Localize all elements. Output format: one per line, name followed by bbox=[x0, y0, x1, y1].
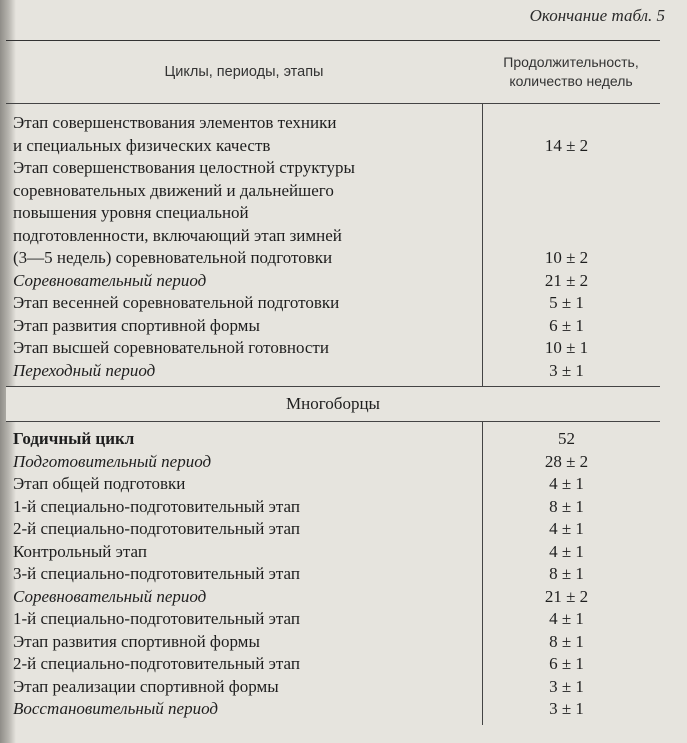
table-row bbox=[6, 631, 660, 654]
row-label-line: Восстановительный период bbox=[13, 699, 218, 718]
row-duration-value: 28 ± 2 bbox=[544, 451, 589, 471]
row-duration-value: 8 ± 1 bbox=[549, 564, 584, 583]
row-duration-value: 8 ± 1 bbox=[549, 631, 584, 651]
header-duration bbox=[482, 41, 660, 103]
row-label-line: Этап высшей соревновательной готовности bbox=[13, 338, 329, 357]
row-label bbox=[6, 360, 473, 383]
row-label-line: Этап реализации спортивной формы bbox=[13, 676, 279, 696]
header-duration-line2: количество недель bbox=[509, 73, 633, 89]
table-row bbox=[6, 428, 660, 451]
table-row bbox=[6, 270, 660, 293]
row-duration-value: 3 ± 1 bbox=[549, 699, 584, 718]
table-row bbox=[6, 653, 660, 676]
table-row bbox=[6, 292, 660, 315]
row-label-line: 3-й специально-подготовительный этап bbox=[13, 564, 300, 583]
row-duration-value: 4 ± 1 bbox=[549, 474, 584, 493]
row-label-line: Соревновательный период bbox=[13, 270, 207, 290]
row-label-line: Этап общей подготовки bbox=[13, 474, 186, 493]
row-duration-value: 10 ± 2 bbox=[544, 248, 589, 267]
row-label-line: 2-й специально-подготовительный этап bbox=[13, 654, 300, 673]
row-label-line: Переходный период bbox=[13, 360, 156, 380]
row-duration-value: 4 ± 1 bbox=[549, 519, 584, 538]
row-label bbox=[6, 496, 473, 519]
row-label-line: Годичный цикл bbox=[13, 429, 135, 448]
training-periods-table bbox=[6, 40, 660, 725]
row-label bbox=[6, 428, 473, 451]
row-label bbox=[6, 518, 473, 541]
row-duration-value: 10 ± 1 bbox=[544, 338, 589, 357]
row-label bbox=[6, 451, 473, 474]
table-row bbox=[6, 451, 660, 474]
row-label-line: Соревновательный период bbox=[13, 586, 207, 606]
row-label-line: соревновательных движений и дальнейшего bbox=[13, 180, 334, 200]
row-label bbox=[6, 563, 473, 586]
table-row bbox=[6, 337, 660, 360]
table-row bbox=[6, 698, 660, 721]
row-duration-value: 3 ± 1 bbox=[549, 676, 584, 696]
row-label bbox=[6, 631, 473, 654]
row-label-line: и специальных физических качеств bbox=[13, 135, 271, 155]
row-label bbox=[6, 653, 473, 676]
table-row bbox=[6, 496, 660, 519]
table-body bbox=[6, 104, 660, 725]
row-label bbox=[6, 337, 473, 360]
table-row bbox=[6, 360, 660, 383]
row-duration-value: 21 ± 2 bbox=[544, 586, 589, 606]
row-label bbox=[6, 586, 473, 609]
row-label-line: 1-й специально-подготовительный этап bbox=[13, 496, 300, 516]
table-header-row bbox=[6, 41, 660, 104]
row-duration-value: 4 ± 1 bbox=[549, 541, 584, 561]
row-label bbox=[6, 270, 473, 293]
row-label-line: повышения уровня специальной bbox=[13, 203, 249, 222]
row-duration-value: 14 ± 2 bbox=[544, 135, 589, 155]
table-row bbox=[6, 518, 660, 541]
row-label-line: Этап весенней соревновательной подготовки bbox=[13, 293, 340, 312]
row-duration-value: 52 bbox=[558, 429, 575, 448]
row-label bbox=[6, 541, 473, 564]
table-row bbox=[6, 563, 660, 586]
row-label-line: Контрольный этап bbox=[13, 541, 147, 561]
row-label bbox=[6, 608, 473, 631]
row-duration-value: 21 ± 2 bbox=[544, 270, 589, 290]
table-row bbox=[6, 473, 660, 496]
header-cycles-periods-stages: Циклы, периоды, этапы bbox=[164, 64, 324, 80]
row-label-line: Подготовительный период bbox=[13, 451, 212, 471]
row-label-line: (3—5 недель) соревновательной подготовки bbox=[13, 248, 333, 267]
table-row bbox=[6, 541, 660, 564]
row-label-line: 1-й специально-подготовительный этап bbox=[13, 609, 300, 628]
row-label bbox=[6, 473, 473, 496]
row-label-line: Этап совершенствования элементов техники bbox=[13, 113, 337, 132]
section-allrounders bbox=[6, 422, 660, 725]
table-row bbox=[6, 676, 660, 699]
table-row bbox=[6, 586, 660, 609]
row-label bbox=[6, 292, 473, 315]
row-label-line: 2-й специально-подготовительный этап bbox=[13, 519, 300, 538]
row-label bbox=[6, 315, 473, 338]
section-main bbox=[6, 104, 660, 386]
row-label-line: Этап развития спортивной формы bbox=[13, 315, 260, 335]
row-duration-value: 8 ± 1 bbox=[549, 496, 584, 516]
row-duration-value: 6 ± 1 bbox=[549, 315, 584, 335]
row-label bbox=[6, 676, 473, 699]
row-duration-value: 5 ± 1 bbox=[549, 293, 584, 312]
row-duration-value: 3 ± 1 bbox=[549, 360, 584, 380]
row-label-line: Этап совершенствования целостной структуры bbox=[13, 158, 355, 177]
row-label-line: Этап развития спортивной формы bbox=[13, 631, 260, 651]
row-label bbox=[6, 698, 473, 721]
header-duration-line1: Продолжительность, bbox=[503, 54, 639, 70]
table-row bbox=[6, 157, 660, 270]
row-label bbox=[6, 112, 473, 157]
row-duration-value: 6 ± 1 bbox=[549, 654, 584, 673]
table-caption: Окончание табл. 5 bbox=[529, 6, 665, 25]
row-label bbox=[6, 157, 473, 270]
row-duration-value: 4 ± 1 bbox=[549, 609, 584, 628]
table-row bbox=[6, 112, 660, 157]
table-row bbox=[6, 608, 660, 631]
row-label-line: подготовленности, включающий этап зимней bbox=[13, 225, 342, 245]
table-row bbox=[6, 315, 660, 338]
group-title-allrounders: Многоборцы bbox=[6, 386, 660, 422]
